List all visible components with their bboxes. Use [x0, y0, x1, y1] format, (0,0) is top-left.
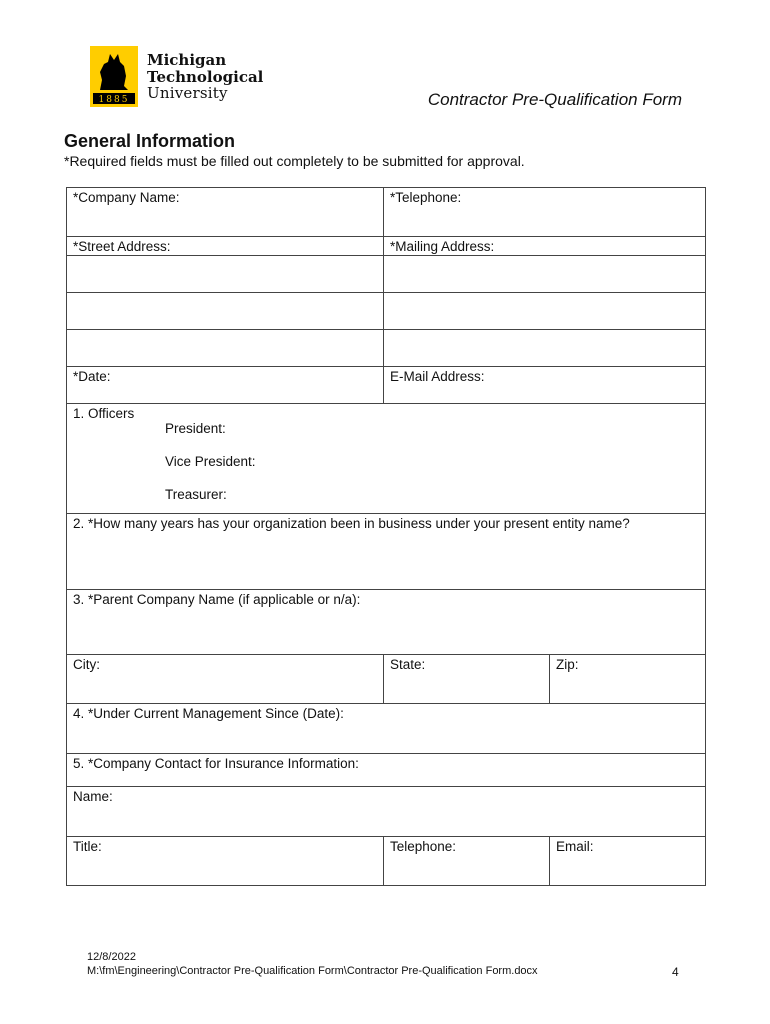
street-address-line-2[interactable]: [67, 256, 384, 293]
mailing-address-line-3[interactable]: [384, 293, 706, 330]
company-name-label: *Company Name:: [73, 190, 180, 205]
president-label: President:: [165, 421, 226, 436]
email-address-label: E-Mail Address:: [390, 369, 485, 384]
mailing-address-label: *Mailing Address:: [390, 239, 495, 254]
years-in-business-label: 2. *How many years has your organization been in business under your present entity name?: [73, 516, 630, 531]
date-field[interactable]: [67, 367, 384, 404]
contact-telephone-field[interactable]: [384, 837, 550, 886]
contact-title-label: Title:: [73, 839, 102, 854]
state-label: State:: [390, 657, 426, 672]
logo-year: 1885: [98, 95, 130, 105]
contact-name-label: Name:: [73, 789, 113, 804]
telephone-label: *Telephone:: [390, 190, 462, 205]
city-field[interactable]: [67, 655, 384, 704]
management-since-field[interactable]: [67, 704, 706, 754]
years-in-business-field[interactable]: [67, 514, 706, 590]
street-address-line-4[interactable]: [67, 330, 384, 367]
page-number: 4: [672, 965, 679, 979]
insurance-contact-label: 5. *Company Contact for Insurance Information:: [73, 756, 359, 771]
officers-label: 1. Officers: [73, 406, 135, 421]
city-label: City:: [73, 657, 100, 672]
contact-email-field[interactable]: [550, 837, 706, 886]
logo-line-technological: Technological: [147, 68, 264, 86]
university-logo-icon: [90, 46, 138, 107]
date-label: *Date:: [73, 369, 111, 384]
footer-date: 12/8/2022: [87, 951, 136, 963]
state-field[interactable]: [384, 655, 550, 704]
vice-president-label: Vice President:: [165, 454, 256, 469]
footer: [87, 950, 538, 978]
zip-field[interactable]: [550, 655, 706, 704]
contact-telephone-label: Telephone:: [390, 839, 457, 854]
email-address-field[interactable]: [384, 367, 706, 404]
mailing-address-line-4[interactable]: [384, 330, 706, 367]
parent-company-label: 3. *Parent Company Name (if applicable or n/a):: [73, 592, 361, 607]
street-address-label: *Street Address:: [73, 239, 171, 254]
management-since-label: 4. *Under Current Management Since (Date):: [73, 706, 344, 721]
general-information-table: [66, 187, 706, 886]
officers-field[interactable]: [67, 404, 706, 514]
insurance-contact-field[interactable]: [67, 754, 706, 787]
parent-company-field[interactable]: [67, 590, 706, 655]
form-title: Contractor Pre-Qualification Form: [427, 90, 682, 109]
logo-line-university: University: [147, 84, 228, 102]
street-address-line-3[interactable]: [67, 293, 384, 330]
company-name-field[interactable]: [67, 188, 384, 237]
contact-name-field[interactable]: [67, 787, 706, 837]
telephone-field[interactable]: [384, 188, 706, 237]
mailing-address-field[interactable]: [384, 237, 706, 256]
zip-label: Zip:: [556, 657, 579, 672]
contact-email-label: Email:: [556, 839, 594, 854]
section-title: General Information: [64, 131, 236, 151]
required-fields-note: *Required fields must be filled out completely to be submitted for approval.: [64, 153, 525, 169]
treasurer-label: Treasurer:: [165, 487, 227, 502]
footer-file-path: M:\fm\Engineering\Contractor Pre-Qualification Form\Contractor Pre-Qualification Form.docx: [87, 965, 538, 977]
street-address-field[interactable]: [67, 237, 384, 256]
mailing-address-line-2[interactable]: [384, 256, 706, 293]
logo-wordmark: [147, 52, 263, 86]
logo-line-michigan: Michigan: [147, 51, 227, 69]
contact-title-field[interactable]: [67, 837, 384, 886]
